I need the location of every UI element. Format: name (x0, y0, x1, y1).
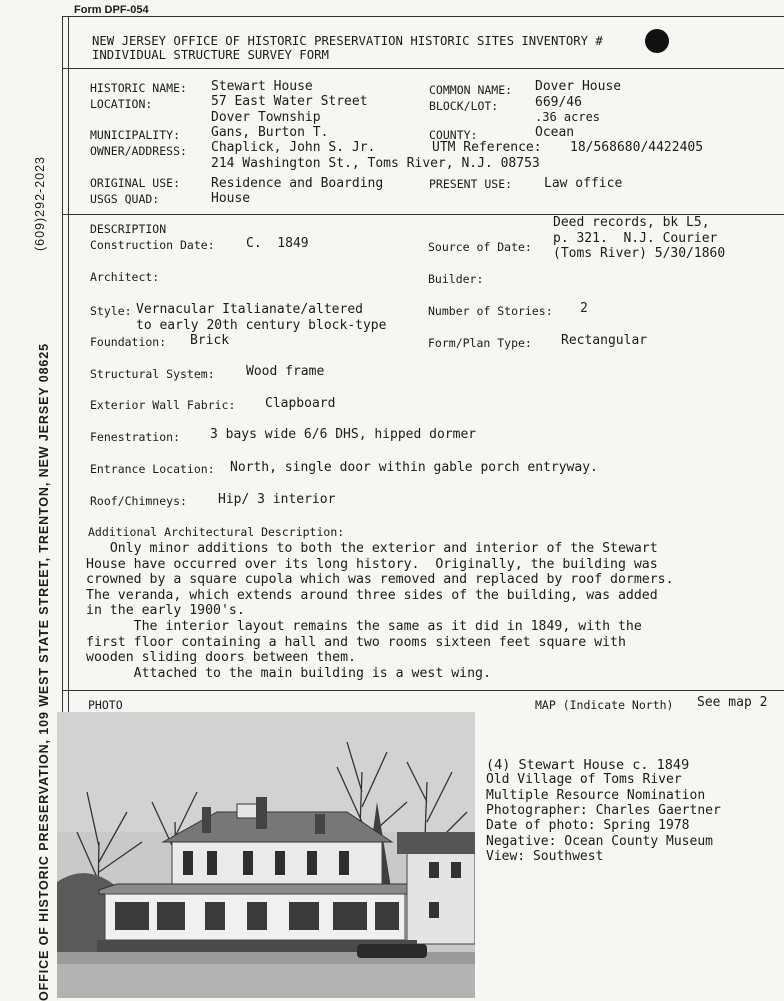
caption-line: Old Village of Toms River (486, 772, 682, 788)
fenestration-value: 3 bays wide 6/6 DHS, hipped dormer (210, 427, 477, 442)
style-label: Style: (90, 304, 132, 318)
additional-label: Additional Architectural Description: (88, 525, 345, 539)
entrance-label: Entrance Location: (90, 462, 215, 476)
source-value-2: p. 321. N.J. Courier (553, 231, 718, 246)
description-heading: DESCRIPTION (90, 222, 167, 236)
description-line: House have occurred over its long history. Originally, the building was (86, 556, 658, 572)
construction-date-label: Construction Date: (90, 238, 215, 252)
structural-label: Structural System: (90, 367, 215, 381)
owner-label: OWNER/ADDRESS: (90, 144, 187, 158)
roof-value: Hip/ 3 interior (218, 492, 336, 507)
construction-date-value: C. 1849 (246, 236, 309, 251)
inventory-number-mark (645, 29, 669, 53)
house-photo (57, 712, 475, 998)
caption-line: Multiple Resource Nomination (486, 787, 706, 803)
caption-line: (4) Stewart House c. 1849 (486, 757, 690, 773)
roof-label: Roof/Chimneys: (90, 494, 187, 508)
source-of-date-label: Source of Date: (428, 240, 532, 254)
foundation-value: Brick (190, 333, 230, 348)
fenestration-label: Fenestration: (90, 430, 181, 444)
photo-rule (62, 690, 784, 691)
original-use-value-1: Residence and Boarding (211, 176, 384, 191)
municipality-value: Gans, Burton T. (211, 125, 329, 140)
owner-value-2: 214 Washington St., Toms River, N.J. 08753 (211, 156, 540, 171)
description-line: in the early 1900's. (86, 603, 245, 619)
architect-label: Architect: (90, 270, 160, 284)
exterior-value: Clapboard (265, 396, 336, 411)
caption-line: View: Southwest (486, 848, 604, 864)
acres-value: .36 acres (535, 110, 601, 124)
description-line: Attached to the main building is a west wing. (86, 665, 491, 681)
entrance-value: North, single door within gable porch entryway. (230, 460, 598, 475)
present-use-label: PRESENT USE: (429, 177, 513, 191)
description-line: first floor containing a hall and two rooms sixteen feet square with (86, 634, 626, 650)
county-label: COUNTY: (429, 128, 478, 142)
common-name-label: COMMON NAME: (429, 83, 513, 97)
block-lot-label: BLOCK/LOT: (429, 99, 499, 113)
form-plan-value: Rectangular (561, 333, 648, 348)
header-title: NEW JERSEY OFFICE OF HISTORIC PRESERVATION HISTORIC SITES INVENTORY # (92, 34, 603, 48)
source-value-3: (Toms River) 5/30/1860 (553, 246, 726, 261)
historic-name-label: HISTORIC NAME: (90, 81, 187, 95)
map-label: MAP (Indicate North) (535, 698, 674, 712)
side-phone: (609)292-2023 (33, 155, 47, 251)
exterior-label: Exterior Wall Fabric: (90, 398, 236, 412)
county-value: Ocean (535, 125, 575, 140)
caption-line: Negative: Ocean County Museum (486, 833, 713, 849)
present-use-value: Law office (544, 176, 623, 191)
form-plan-label: Form/Plan Type: (428, 336, 532, 350)
owner-value-1: Chaplick, John S. Jr. (211, 140, 376, 155)
photo-label: PHOTO (88, 698, 123, 712)
description-line: crowned by a square cupola which was removed and replaced by roof dormers. (86, 572, 674, 588)
style-value-1: Vernacular Italianate/altered (136, 302, 363, 317)
description-line: Only minor additions to both the exterior and interior of the Stewart (86, 541, 658, 556)
description-line: wooden sliding doors between them. (86, 650, 356, 666)
style-value-2: to early 20th century block-type (136, 318, 387, 333)
header-subtitle: INDIVIDUAL STRUCTURE SURVEY FORM (92, 48, 329, 62)
utm-label: UTM Reference: (432, 140, 542, 155)
top-rule (62, 16, 784, 17)
description-line: The veranda, which extends around three sides of the building, was added (86, 587, 658, 603)
usgs-quad-label: USGS QUAD: (90, 192, 160, 206)
source-value-1: Deed records, bk L5, (553, 215, 710, 230)
location-value-1: 57 East Water Street (211, 94, 368, 109)
historic-name-value: Stewart House (211, 79, 313, 94)
description-line: The interior layout remains the same as it did in 1849, with the (86, 619, 642, 634)
location-value-2: Dover Township (211, 110, 321, 125)
foundation-label: Foundation: (90, 335, 167, 349)
side-address: OFFICE OF HISTORIC PRESERVATION, 109 WEST STATE STREET, TRENTON, NEW JERSEY 08625 (37, 343, 51, 1001)
block-lot-value: 669/46 (535, 95, 582, 110)
utm-value: 18/568680/4422405 (570, 140, 704, 155)
stories-label: Number of Stories: (428, 304, 553, 318)
municipality-label: MUNICIPALITY: (90, 128, 181, 142)
form-number: Form DPF-054 (74, 4, 149, 16)
caption-line: Photographer: Charles Gaertner (486, 802, 721, 818)
original-use-value-2: House (211, 191, 251, 206)
location-label: LOCATION: (90, 97, 153, 111)
stories-value: 2 (580, 301, 588, 316)
builder-label: Builder: (428, 272, 484, 286)
common-name-value: Dover House (535, 79, 622, 94)
original-use-label: ORIGINAL USE: (90, 176, 181, 190)
map-value: See map 2 (697, 695, 768, 710)
caption-line: Date of photo: Spring 1978 (486, 818, 690, 834)
header-rule (62, 68, 784, 69)
structural-value: Wood frame (246, 364, 325, 379)
